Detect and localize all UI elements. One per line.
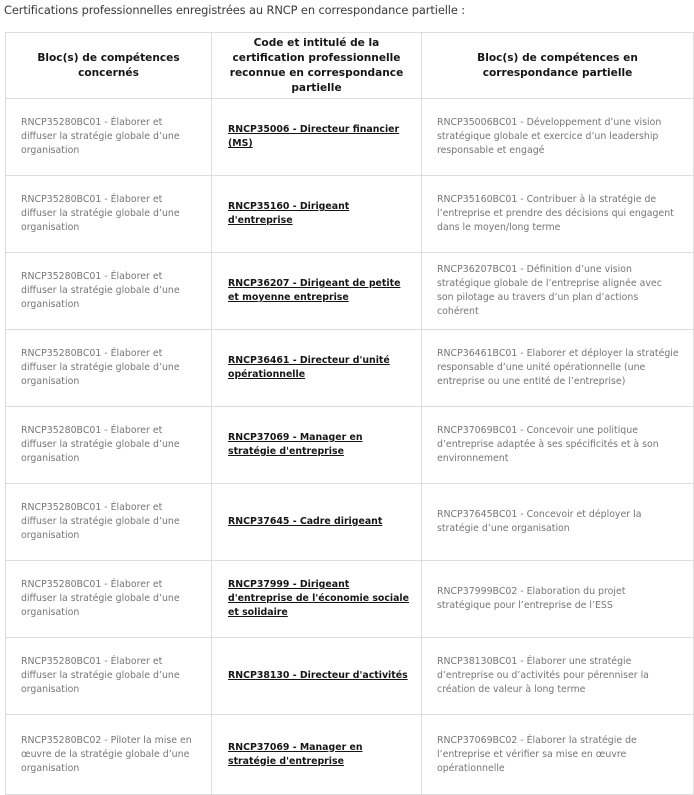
cell-correspondance: RNCP37069BC01 - Concevoir une politique d’entreprise adaptée à ses spécificités et à son environnement bbox=[422, 407, 694, 484]
certification-link[interactable]: RNCP35006 - Directeur financier (MS) bbox=[228, 124, 400, 149]
certification-link[interactable]: RNCP36207 - Dirigeant de petite et moyenne entreprise bbox=[228, 278, 401, 303]
header-bloc-correspondance: Bloc(s) de compétences en correspondance partielle bbox=[422, 33, 694, 99]
cell-bloc: RNCP35280BC01 - Élaborer et diffuser la stratégie globale d’une organisation bbox=[6, 638, 212, 715]
section-caption: Certifications professionnelles enregistrées au RNCP en correspondance partielle : bbox=[4, 3, 466, 17]
certification-link[interactable]: RNCP37999 - Dirigeant d'entreprise de l'économie sociale et solidaire bbox=[228, 579, 410, 618]
header-bloc-concerne: Bloc(s) de compétences concernés bbox=[6, 33, 212, 99]
table-row bbox=[6, 484, 694, 561]
table-row bbox=[6, 253, 694, 330]
table-row bbox=[6, 407, 694, 484]
table-body bbox=[6, 99, 694, 795]
cell-bloc: RNCP35280BC01 - Élaborer et diffuser la stratégie globale d’une organisation bbox=[6, 330, 212, 407]
cell-bloc: RNCP35280BC02 - Piloter la mise en œuvre de la stratégie globale d’une organisation bbox=[6, 715, 212, 795]
cell-bloc: RNCP35280BC01 - Élaborer et diffuser la stratégie globale d’une organisation bbox=[6, 407, 212, 484]
correspondence-table bbox=[5, 32, 694, 795]
cell-certification bbox=[212, 99, 422, 176]
table-row bbox=[6, 561, 694, 638]
cell-correspondance: RNCP37645BC01 - Concevoir et déployer la stratégie d’une organisation bbox=[422, 484, 694, 561]
cell-correspondance: RNCP36461BC01 - Elaborer et déployer la stratégie responsable d’une unité opérationnelle (une entreprise ou une entité de l’entreprise) bbox=[422, 330, 694, 407]
certification-link[interactable]: RNCP37069 - Manager en stratégie d'entreprise bbox=[228, 741, 363, 767]
certification-link[interactable]: RNCP37069 - Manager en stratégie d'entreprise bbox=[228, 432, 363, 457]
table-row bbox=[6, 715, 694, 795]
certification-link[interactable]: RNCP37645 - Cadre dirigeant bbox=[228, 516, 383, 527]
cell-certification bbox=[212, 330, 422, 407]
cell-bloc: RNCP35280BC01 - Élaborer et diffuser la stratégie globale d’une organisation bbox=[6, 253, 212, 330]
table-row bbox=[6, 176, 694, 253]
certification-link[interactable]: RNCP38130 - Directeur d'activités bbox=[228, 670, 408, 681]
cell-certification bbox=[212, 407, 422, 484]
cell-bloc: RNCP35280BC01 - Élaborer et diffuser la stratégie globale d’une organisation bbox=[6, 176, 212, 253]
cell-correspondance: RNCP37999BC02 - Elaboration du projet stratégique pour l’entreprise de l’ESS bbox=[422, 561, 694, 638]
table-row bbox=[6, 99, 694, 176]
cell-bloc: RNCP35280BC01 - Élaborer et diffuser la stratégie globale d’une organisation bbox=[6, 484, 212, 561]
cell-correspondance: RNCP38130BC01 - Élaborer une stratégie d’entreprise ou d’activités pour pérenniser la création de valeur à long terme bbox=[422, 638, 694, 715]
table-header bbox=[6, 33, 694, 99]
cell-correspondance: RNCP37069BC02 - Élaborer la stratégie de l’entreprise et vérifier sa mise en œuvre opérationnelle bbox=[422, 715, 694, 795]
cell-certification bbox=[212, 561, 422, 638]
table-row bbox=[6, 330, 694, 407]
cell-certification bbox=[212, 253, 422, 330]
header-row bbox=[6, 33, 694, 99]
certification-link[interactable]: RNCP36461 - Directeur d'unité opérationnelle bbox=[228, 355, 390, 380]
certification-link[interactable]: RNCP35160 - Dirigeant d'entreprise bbox=[228, 201, 350, 226]
cell-correspondance: RNCP35006BC01 - Développement d’une vision stratégique globale et exercice d’un leadership responsable et engagé bbox=[422, 99, 694, 176]
table-row bbox=[6, 638, 694, 715]
cell-certification bbox=[212, 715, 422, 795]
cell-certification bbox=[212, 176, 422, 253]
cell-bloc: RNCP35280BC01 - Élaborer et diffuser la stratégie globale d’une organisation bbox=[6, 99, 212, 176]
cell-certification bbox=[212, 484, 422, 561]
header-certification: Code et intitulé de la certification professionnelle reconnue en correspondance partielle bbox=[212, 33, 422, 99]
cell-correspondance: RNCP36207BC01 - Définition d’une vision stratégique globale de l’entreprise alignée avec son pilotage au travers d’un plan d’actions cohérent bbox=[422, 253, 694, 330]
cell-certification bbox=[212, 638, 422, 715]
cell-bloc: RNCP35280BC01 - Élaborer et diffuser la stratégie globale d’une organisation bbox=[6, 561, 212, 638]
cell-correspondance: RNCP35160BC01 - Contribuer à la stratégie de l’entreprise et prendre des décisions qui engagent dans le moyen/long terme bbox=[422, 176, 694, 253]
